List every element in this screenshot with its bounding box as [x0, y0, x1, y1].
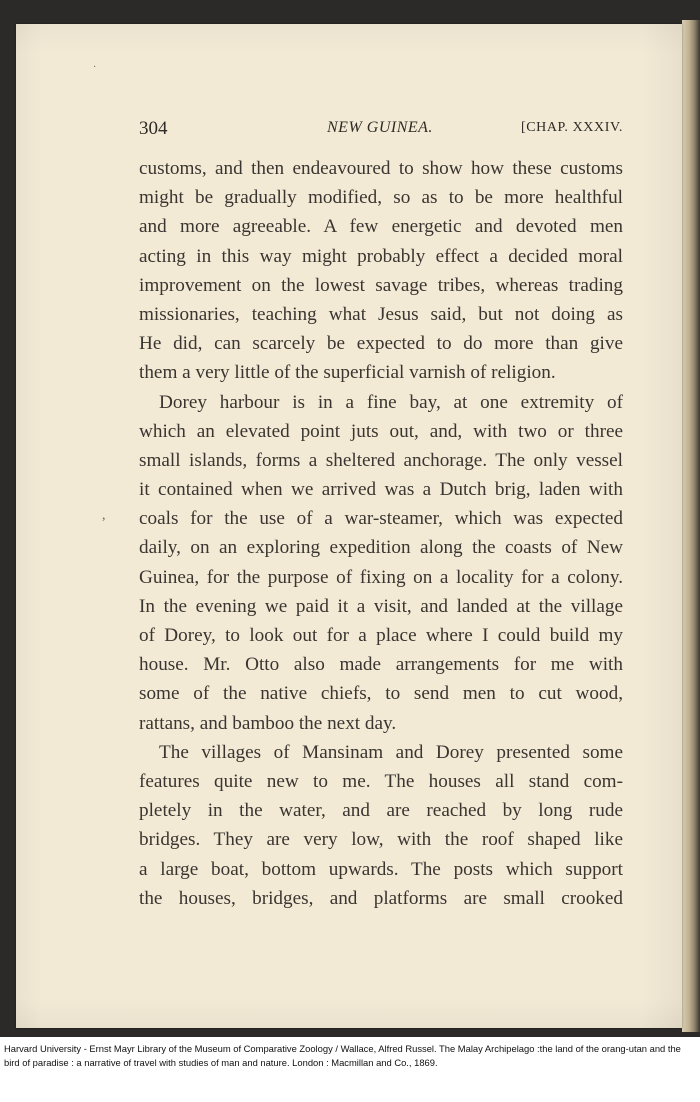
text-line: might be gradually modified, so as to be more healthful: [139, 187, 623, 209]
text-line: rattans, and bamboo the next day.: [139, 712, 397, 734]
page-number: 304: [139, 118, 168, 139]
chapter-reference: [CHAP. XXXIV.: [520, 120, 623, 135]
text-line: The villages of Mansinam and Dorey presented some: [159, 741, 623, 763]
margin-mark: ,: [102, 508, 106, 523]
source-caption: Harvard University - Ernst Mayr Library of the Museum of Comparative Zoology / Wallace, Alfred Russel. The Malay Archipelago :the land of the orang-utan and the bird of paradise : a narrative of travel with studies of man and nature. London : Macmillan and Co., 1869.: [4, 1043, 681, 1068]
text-line: missionaries, teaching what Jesus said, but not doing as: [139, 303, 623, 325]
text-line: house. Mr. Otto also made arrangements for me with: [139, 654, 623, 676]
body-text: [139, 154, 623, 913]
text-line: some of the native chiefs, to send men to cut wood,: [139, 683, 623, 705]
text-line: He did, can scarcely be expected to do more than give: [139, 333, 623, 355]
text-line: bridges. They are very low, with the roof shaped like: [139, 829, 623, 851]
text-line: In the evening we paid it a visit, and landed at the village: [139, 595, 623, 617]
text-line: them a very little of the superficial varnish of religion.: [139, 362, 556, 384]
page-edge: [682, 20, 700, 1032]
text-line: small islands, forms a sheltered anchorage. The only vessel: [139, 449, 623, 471]
text-line: acting in this way might probably effect a decided moral: [139, 245, 623, 267]
text-line: Guinea, for the purpose of fixing on a locality for a colony.: [139, 566, 623, 588]
text-line: and more agreeable. A few energetic and devoted men: [139, 216, 623, 238]
text-line: which an elevated point juts out, and, with two or three: [139, 420, 623, 442]
text-line: features quite new to me. The houses all stand com-: [139, 770, 623, 792]
text-line: coals for the use of a war-steamer, which was expected: [139, 508, 623, 530]
text-line: customs, and then endeavoured to show how these customs: [139, 158, 623, 179]
running-head: [139, 118, 623, 144]
text-line: a large boat, bottom upwards. The posts which support: [139, 858, 623, 880]
text-line: the houses, bridges, and platforms are small crooked: [139, 887, 623, 909]
text-line: Dorey harbour is in a fine bay, at one extremity of: [159, 391, 623, 413]
text-line: of Dorey, to look out for a place where I could build my: [139, 625, 623, 646]
text-line: pletely in the water, and are reached by long rude: [139, 800, 623, 822]
text-line: improvement on the lowest savage tribes, whereas trading: [139, 274, 623, 296]
text-line: daily, on an exploring expedition along the coasts of New: [139, 537, 623, 559]
text-line: it contained when we arrived was a Dutch brig, laden with: [139, 479, 623, 501]
margin-speck: ·: [93, 62, 97, 73]
running-title: NEW GUINEA.: [327, 119, 433, 136]
